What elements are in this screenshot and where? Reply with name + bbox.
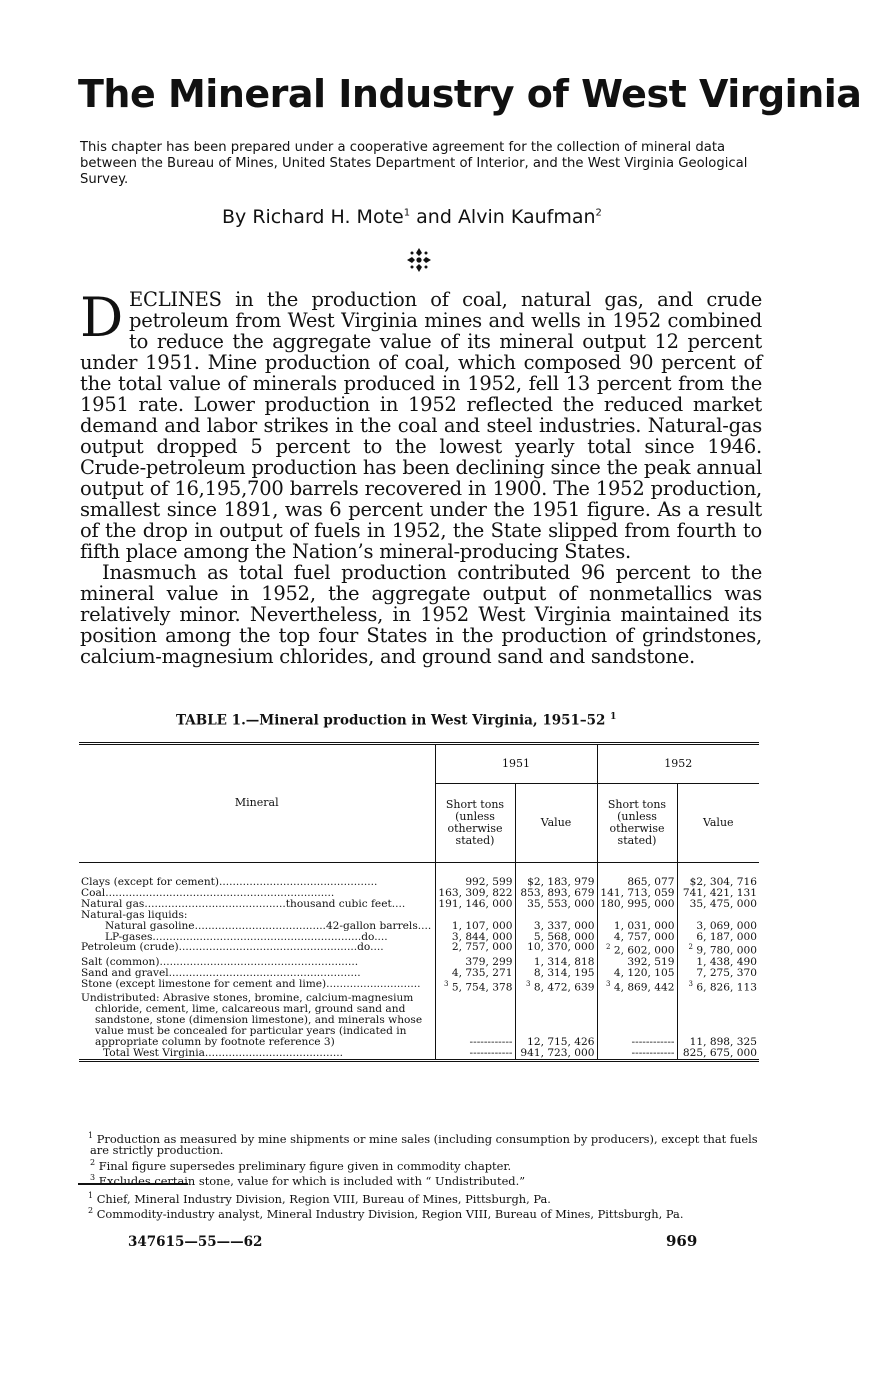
cell-v51: 853, 893, 679 (515, 888, 597, 899)
paragraph-1-text: ECLINES in the production of coal, natural gas, and crude petroleum from West Virginia mines and wells in 1952 combined to reduce the aggregate value of its mineral output 12 percent under 1951. Mine production of coal, which composed 90 percent of the total value of minerals produced in 1952, fell 13 percent from the 1951 rate. Lower production in 1952 reflected the reduced market demand and labor strikes in the coal and steel industries. Natural-gas output dropped 5 percent to the lowest yearly total since 1946. Crude-petroleum production has been declining since the peak annual output of 16,195,700 barrels recovered in 1900. The 1952 production, smallest since 1891, was 6 percent under the 1951 figure. As a result of the drop in output of fuels in 1952, the State slipped from fourth to fifth place among the Nation’s mineral-producing States. (80, 288, 762, 563)
cell-q52: 865, 077 (597, 877, 677, 888)
header-mineral: Mineral (79, 744, 435, 863)
cell-v52: $^3$ 6, 826, 113 (677, 979, 759, 993)
cell-q51: 3, 844, 000 (435, 932, 515, 943)
cell-q52: 4, 757, 000 (597, 932, 677, 943)
drop-cap: D (80, 286, 124, 349)
author-1: Richard H. Mote (252, 206, 404, 228)
author-footnote-1: $^1$ Chief, Mineral Industry Division, Region VIII, Bureau of Mines, Pittsburgh, Pa. (88, 1191, 551, 1206)
author-footnote-2: $^2$ Commodity-industry analyst, Mineral Industry Division, Region VIII, Bureau of Mines, Pittsburgh, Pa. (88, 1206, 684, 1222)
table-body (79, 877, 759, 993)
cell-v51: 3, 337, 000 (515, 921, 597, 932)
author-2-ref: 2 (595, 207, 602, 219)
cell-v52: 1, 438, 490 (677, 957, 759, 968)
body-text (80, 286, 762, 668)
table-caption-text: TABLE 1.—Mineral production in West Virginia, 1951–52 (176, 712, 606, 729)
cell-q51: $^3$ 5, 754, 378 (435, 979, 515, 993)
cell-q52: 180, 995, 000 (597, 899, 677, 910)
undistributed-q51: ------------ (435, 993, 515, 1048)
chapter-title: The Mineral Industry of West Virginia (78, 72, 862, 116)
table-footnote-3: $^3$ Excludes certain stone, value for which is included with “ Undistributed.” (90, 1173, 526, 1189)
mineral-production-table (79, 742, 759, 1062)
byline (222, 206, 822, 228)
row-label: Coal.................................................................... (81, 887, 335, 899)
table-row (79, 899, 759, 910)
cell-v51: $^3$ 8, 472, 639 (515, 979, 597, 993)
table-footnotes (78, 1130, 764, 1188)
row-label: Natural gas..........................................thousand cubic feet.... (81, 898, 406, 910)
header-qty-1952: Short tons (unless otherwise stated) (597, 784, 677, 863)
row-label: Natural gasoline.......................................42-gallon barrels.... (105, 920, 432, 932)
cell-v52: 3, 069, 000 (677, 921, 759, 932)
cell-q52: 392, 519 (597, 957, 677, 968)
author-1-ref: 1 (403, 207, 411, 219)
page-number: 969 (666, 1232, 698, 1250)
cell-q51: 2, 757, 000 (435, 942, 515, 956)
table-row (79, 942, 759, 956)
cell-q52: $^3$ 4, 869, 442 (597, 979, 677, 993)
undistributed-label: Undistributed: Abrasive stones, bromine, calcium-magnesium chloride, cement, lime, calcareous marl, ground sand and sandstone, stone (dimension limestone), and minerals whose value must be concealed for particular years (indicated in appropriate column by footnote reference 3) (81, 992, 423, 1048)
row-label: Sand and gravel......................................................... (81, 967, 361, 979)
undistributed-q52: ------------ (597, 993, 677, 1048)
header-value-1951: Value (515, 784, 597, 863)
print-code: 347615—55——62 (128, 1234, 263, 1250)
cell-q51: 992, 599 (435, 877, 515, 888)
total-v51: 941, 723, 000 (515, 1048, 597, 1060)
row-label: Stone (except limestone for cement and lime)............................ (81, 978, 421, 990)
total-q51: ------------ (435, 1048, 515, 1060)
cell-q51: 1, 107, 000 (435, 921, 515, 932)
cell-q51: 4, 735, 271 (435, 968, 515, 979)
total-label: Total West Virginia......................................... (103, 1046, 343, 1059)
table-row (79, 968, 759, 979)
cell-q51: 379, 299 (435, 957, 515, 968)
cell-v51: 10, 370, 000 (515, 942, 597, 956)
table-footnote-1: $^1$ Production as measured by mine shipments or mine sales (including consumption by producers), except that fuels are strictly production. (88, 1131, 758, 1158)
table-row-total (79, 1048, 759, 1060)
row-label: Salt (common)........................................................... (81, 956, 359, 968)
table-row (79, 932, 759, 943)
byline-prefix: By (222, 206, 247, 228)
cell-v52: $^2$ 9, 780, 000 (677, 942, 759, 956)
cell-v52: $2, 304, 716 (677, 877, 759, 888)
undistributed-v51: 12, 715, 426 (515, 993, 597, 1048)
table-row-undistributed (79, 993, 759, 1048)
header-year-1951: 1951 (435, 744, 597, 784)
paragraph-2: Inasmuch as total fuel production contributed 96 percent to the mineral value in 1952, the aggregate output of nonmetallics was relatively minor. Nevertheless, in 1952 West Virginia maintained its position among the top four States in the production of grindstones, calcium-magnesium chlorides, and ground sand and sandstone. (80, 561, 762, 668)
footnote-rule (78, 1183, 188, 1185)
cell-v51: $2, 183, 979 (515, 877, 597, 888)
cell-v51: 8, 314, 195 (515, 968, 597, 979)
byline-conj: and (416, 206, 452, 228)
cell-v51: 1, 314, 818 (515, 957, 597, 968)
cell-v52: 741, 421, 131 (677, 888, 759, 899)
author-2: Alvin Kaufman (457, 206, 596, 228)
cell-q52: 4, 120, 105 (597, 968, 677, 979)
preparation-note: This chapter has been prepared under a cooperative agreement for the collection of mineral data between the Bureau of Mines, United States Department of Interior, and the West Virginia Geological Survey. (80, 140, 748, 187)
table-caption-ref: 1 (610, 712, 617, 722)
paragraph-1 (80, 286, 762, 563)
row-label: Natural-gas liquids: (81, 909, 188, 921)
cell-v51: 35, 553, 000 (515, 899, 597, 910)
cell-q51: 191, 146, 000 (435, 899, 515, 910)
cell-q52: 141, 713, 059 (597, 888, 677, 899)
total-q52: ------------ (597, 1048, 677, 1060)
undistributed-v52: 11, 898, 325 (677, 993, 759, 1048)
cell-v52: 7, 275, 370 (677, 968, 759, 979)
header-year-1952: 1952 (597, 744, 759, 784)
cell-q52: $^2$ 2, 602, 000 (597, 942, 677, 956)
cell-v52: 35, 475, 000 (677, 899, 759, 910)
cell-q51: 163, 309, 822 (435, 888, 515, 899)
header-qty-1951: Short tons (unless otherwise stated) (435, 784, 515, 863)
table-footnote-2: $^2$ Final figure supersedes preliminary figure given in commodity chapter. (90, 1157, 512, 1173)
row-label: Petroleum (crude).....................................................do.... (81, 942, 384, 954)
row-label: LP-gases..............................................................do.... (105, 931, 388, 943)
total-v52: 825, 675, 000 (677, 1048, 759, 1060)
table-caption (176, 712, 736, 729)
row-label: Clays (except for cement)............................................... (81, 877, 378, 888)
cell-v52: 6, 187, 000 (677, 932, 759, 943)
header-value-1952: Value (677, 784, 759, 863)
author-footnotes (78, 1190, 764, 1221)
ornament-icon (406, 247, 432, 273)
cell-q52: 1, 031, 000 (597, 921, 677, 932)
table-row (79, 979, 759, 993)
cell-v51: 5, 568, 000 (515, 932, 597, 943)
